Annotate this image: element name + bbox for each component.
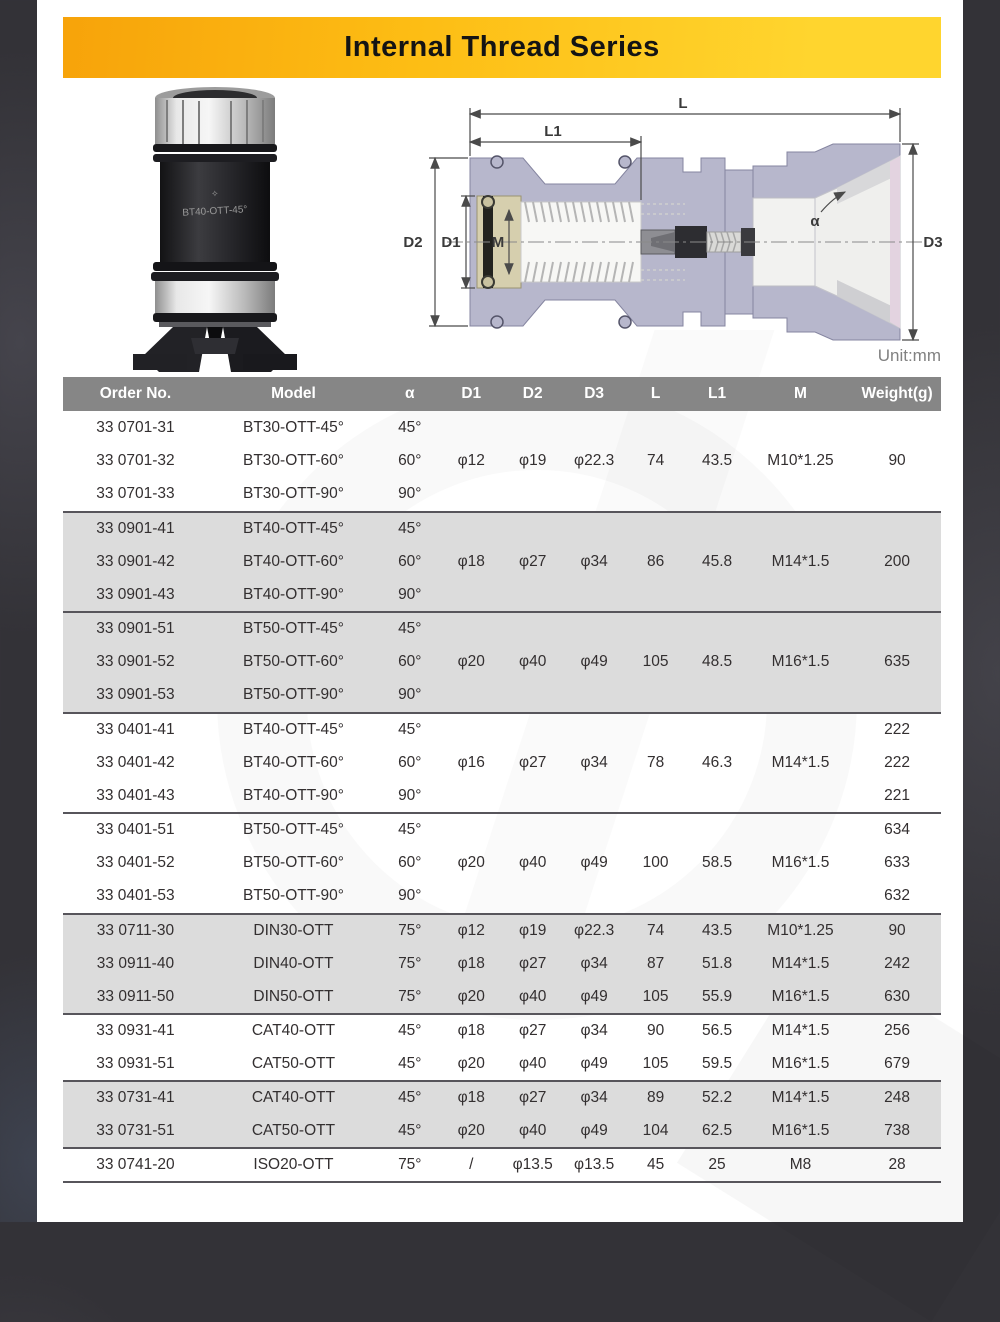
table-cell: 45° xyxy=(398,720,422,738)
table-cell: φ27 xyxy=(519,552,547,570)
table-row xyxy=(63,411,941,445)
model-marking: BT40-OTT-45° xyxy=(182,204,248,219)
table-cell: φ22.3 xyxy=(574,921,615,939)
table-cell: φ20 xyxy=(457,653,485,671)
table-row xyxy=(63,1014,941,1048)
table-cell: BT30-OTT-90° xyxy=(242,485,344,503)
table-cell: M16*1.5 xyxy=(771,987,830,1005)
table-group xyxy=(63,612,941,713)
table-cell: 62.5 xyxy=(701,1121,733,1139)
table-cell: M8 xyxy=(789,1155,812,1173)
table-cell: 90 xyxy=(888,451,906,469)
table-cell: DIN30-OTT xyxy=(253,921,334,939)
table-cell: BT50-OTT-45° xyxy=(242,620,344,638)
table-cell: 58.5 xyxy=(701,854,733,872)
table-cell: 633 xyxy=(884,854,910,872)
table-cell: 45° xyxy=(398,418,422,436)
table-cell: 33 0731-41 xyxy=(96,1089,175,1107)
table-cell: 78 xyxy=(646,753,665,771)
dim-label-L: L xyxy=(678,95,688,112)
table-cell: φ18 xyxy=(457,552,485,570)
table-row xyxy=(63,1048,941,1082)
table-cell: φ18 xyxy=(457,1089,485,1107)
table-cell: 90 xyxy=(888,921,906,939)
table-cell: DIN40-OTT xyxy=(253,954,334,972)
table-row xyxy=(63,813,941,847)
table-cell: φ49 xyxy=(580,854,608,872)
table-cell: 60° xyxy=(398,753,422,771)
table-cell: BT30-OTT-60° xyxy=(242,452,344,470)
table-cell: M16*1.5 xyxy=(771,1054,830,1072)
table-cell: 90° xyxy=(398,786,422,804)
table-cell: 33 0401-41 xyxy=(96,720,175,738)
table-cell: M16*1.5 xyxy=(771,1121,830,1139)
technical-drawing xyxy=(385,92,945,350)
table-cell: φ22.3 xyxy=(574,451,615,469)
unit-note: Unit:mm xyxy=(877,346,941,365)
table-cell: 45 xyxy=(646,1155,665,1173)
table-cell: BT50-OTT-60° xyxy=(242,653,344,671)
table-row xyxy=(63,512,941,546)
table-cell: 90 xyxy=(646,1022,665,1040)
table-cell: M16*1.5 xyxy=(771,854,830,872)
table-cell: φ12 xyxy=(457,921,485,939)
spec-table xyxy=(63,377,941,1183)
brand-mark: ⟡ xyxy=(211,187,219,199)
table-header xyxy=(63,377,941,411)
table-group xyxy=(63,813,941,914)
table-cell: φ19 xyxy=(519,921,547,939)
table-cell: M14*1.5 xyxy=(771,1022,830,1040)
table-cell: 33 0911-50 xyxy=(96,987,175,1005)
product-photo xyxy=(103,86,348,374)
table-cell: CAT40-OTT xyxy=(251,1089,336,1107)
table-cell: 45° xyxy=(398,519,422,537)
table-cell: 33 0731-51 xyxy=(96,1121,175,1139)
table-cell: 256 xyxy=(884,1022,910,1040)
table-cell: φ20 xyxy=(457,987,485,1005)
table-group xyxy=(63,1014,941,1081)
table-row xyxy=(63,1081,941,1115)
table-group xyxy=(63,914,941,1015)
table-cell: 33 0911-40 xyxy=(96,954,175,972)
table-cell: 242 xyxy=(884,954,910,972)
table-cell: BT40-OTT-90° xyxy=(242,585,344,603)
table-cell: 200 xyxy=(884,552,910,570)
table-row xyxy=(63,914,941,948)
table-cell: 634 xyxy=(884,821,910,839)
column-header: Weight(g) xyxy=(861,385,933,402)
dim-label-D1: D1 xyxy=(441,234,461,251)
table-cell: φ27 xyxy=(519,1089,547,1107)
table-cell: φ18 xyxy=(457,1022,485,1040)
table-cell: φ49 xyxy=(580,653,608,671)
table-cell: 74 xyxy=(646,921,665,939)
table-group xyxy=(63,713,941,814)
table-cell: 60° xyxy=(398,653,422,671)
table-cell: 45° xyxy=(398,620,422,638)
table-cell: 75° xyxy=(398,954,422,972)
table-cell: 48.5 xyxy=(701,653,733,671)
table-cell: ISO20-OTT xyxy=(253,1155,334,1173)
table-row xyxy=(63,612,941,646)
table-cell: BT50-OTT-90° xyxy=(242,887,344,905)
table-cell: φ34 xyxy=(580,1089,608,1107)
table-cell: 60° xyxy=(398,854,422,872)
table-cell: 90° xyxy=(398,887,422,905)
table-cell: 45.8 xyxy=(701,552,733,570)
table-cell: 105 xyxy=(642,1054,669,1072)
table-cell: 33 0901-52 xyxy=(96,653,175,671)
dim-label-alpha: α xyxy=(810,213,820,230)
table-cell: φ27 xyxy=(519,753,547,771)
table-cell: BT40-OTT-45° xyxy=(242,519,344,537)
table-cell: φ27 xyxy=(519,954,547,972)
table-cell: CAT50-OTT xyxy=(251,1054,336,1072)
table-cell: 632 xyxy=(884,887,910,905)
table-cell: φ13.5 xyxy=(574,1155,615,1173)
table-cell: 33 0931-51 xyxy=(96,1054,175,1072)
table-cell: DIN50-OTT xyxy=(253,987,334,1005)
column-header: Order No. xyxy=(99,385,172,402)
table-row xyxy=(63,713,941,747)
table-cell: 635 xyxy=(884,653,910,671)
column-header: D3 xyxy=(584,385,605,402)
table-cell: M10*1.25 xyxy=(767,451,834,469)
page-title: Internal Thread Series xyxy=(344,31,660,63)
table-cell: CAT40-OTT xyxy=(251,1022,336,1040)
table-cell: M10*1.25 xyxy=(767,921,834,939)
table-cell: φ20 xyxy=(457,854,485,872)
table-cell: 33 0401-51 xyxy=(96,821,175,839)
table-group xyxy=(63,1081,941,1148)
table-cell: 33 0901-51 xyxy=(96,620,175,638)
header-row xyxy=(63,377,941,411)
table-cell: 45° xyxy=(398,821,422,839)
table-cell: M14*1.5 xyxy=(771,753,830,771)
table-group xyxy=(63,512,941,613)
table-cell: 56.5 xyxy=(701,1022,733,1040)
table-cell: 87 xyxy=(646,954,665,972)
table-cell: φ18 xyxy=(457,954,485,972)
table-cell: 33 0901-42 xyxy=(96,552,175,570)
table-cell: 33 0401-53 xyxy=(96,887,175,905)
table-cell: 33 0401-43 xyxy=(96,786,175,804)
table-cell: φ19 xyxy=(519,451,547,469)
table-cell: 33 0401-52 xyxy=(96,854,175,872)
table-cell: 28 xyxy=(888,1155,906,1173)
table-cell: 90° xyxy=(398,686,422,704)
table-row xyxy=(63,1115,941,1149)
table-cell: φ34 xyxy=(580,1022,608,1040)
table-cell: 90° xyxy=(398,485,422,503)
column-header: M xyxy=(794,385,807,402)
table-cell: 33 0701-32 xyxy=(96,452,175,470)
table-cell: φ49 xyxy=(580,987,608,1005)
table-cell: 75° xyxy=(398,921,422,939)
table-cell: φ34 xyxy=(580,753,608,771)
table-cell: 60° xyxy=(398,552,422,570)
table-cell: 221 xyxy=(884,786,910,804)
column-header: D1 xyxy=(461,385,482,402)
table-cell: φ40 xyxy=(519,854,547,872)
table-cell: BT40-OTT-45° xyxy=(242,720,344,738)
table-cell: 89 xyxy=(646,1089,665,1107)
table-cell: φ40 xyxy=(519,653,547,671)
table-cell: 33 0901-43 xyxy=(96,585,175,603)
table-cell: 248 xyxy=(884,1089,910,1107)
table-cell: 60° xyxy=(398,452,422,470)
table-cell: 46.3 xyxy=(701,753,733,771)
table-cell: 59.5 xyxy=(701,1054,733,1072)
column-header: L xyxy=(650,385,661,402)
table-cell: φ40 xyxy=(519,1121,547,1139)
table-cell: 90° xyxy=(398,585,422,603)
table-cell: BT50-OTT-45° xyxy=(242,821,344,839)
table-group xyxy=(63,1148,941,1182)
table-cell: φ40 xyxy=(519,987,547,1005)
table-cell: φ49 xyxy=(580,1121,608,1139)
table-cell: 222 xyxy=(884,720,910,738)
dim-label-D3: D3 xyxy=(923,234,943,251)
table-cell: φ27 xyxy=(519,1022,547,1040)
dim-label-D2: D2 xyxy=(403,234,423,251)
table-cell: 105 xyxy=(642,653,669,671)
table-row xyxy=(63,981,941,1015)
table-cell: 105 xyxy=(642,987,669,1005)
table-cell: BT50-OTT-60° xyxy=(242,854,344,872)
table-cell: 33 0901-53 xyxy=(96,686,175,704)
table-cell: 679 xyxy=(884,1054,910,1072)
column-header: D2 xyxy=(522,385,543,402)
table-cell: 33 0901-41 xyxy=(96,519,175,537)
table-cell: 75° xyxy=(398,1155,422,1173)
table-cell: 45° xyxy=(398,1089,422,1107)
table-cell: BT30-OTT-45° xyxy=(242,418,344,436)
table-cell: φ20 xyxy=(457,1054,485,1072)
table-cell: 738 xyxy=(884,1121,910,1139)
table-cell: M14*1.5 xyxy=(771,954,830,972)
table-cell: φ20 xyxy=(457,1121,485,1139)
table-cell: φ13.5 xyxy=(512,1155,553,1173)
table-cell: 86 xyxy=(646,552,665,570)
table-cell: 52.2 xyxy=(701,1089,733,1107)
table-cell: CAT50-OTT xyxy=(251,1121,336,1139)
table-cell: 25 xyxy=(708,1155,726,1173)
dim-label-M: M xyxy=(491,234,505,251)
title-banner xyxy=(63,17,941,78)
dim-label-L1: L1 xyxy=(544,123,562,140)
table-cell: 43.5 xyxy=(701,451,733,469)
column-header: Model xyxy=(271,385,316,402)
table-cell: 45° xyxy=(398,1121,422,1139)
table-cell: / xyxy=(469,1155,474,1173)
table-cell: 45° xyxy=(398,1054,422,1072)
table-cell: BT40-OTT-60° xyxy=(242,753,344,771)
table-cell: BT50-OTT-90° xyxy=(242,686,344,704)
table-cell: 51.8 xyxy=(701,954,733,972)
column-header: L1 xyxy=(708,385,727,402)
table-cell: 33 0711-30 xyxy=(96,921,175,939)
table-cell: 43.5 xyxy=(701,921,733,939)
table-cell: M16*1.5 xyxy=(771,653,830,671)
table-cell: 45° xyxy=(398,1022,422,1040)
table-cell: 100 xyxy=(642,854,669,872)
table-cell: 33 0741-20 xyxy=(96,1155,175,1173)
table-cell: 33 0701-33 xyxy=(96,485,175,503)
table-cell: M14*1.5 xyxy=(771,1089,830,1107)
table-row xyxy=(63,947,941,981)
table-cell: 33 0931-41 xyxy=(96,1022,175,1040)
table-cell: 222 xyxy=(884,753,910,771)
table-cell: 33 0701-31 xyxy=(96,418,175,436)
table-cell: φ12 xyxy=(457,451,485,469)
table-cell: M14*1.5 xyxy=(771,552,830,570)
table-cell: 55.9 xyxy=(701,987,733,1005)
table-cell: 74 xyxy=(646,451,665,469)
table-cell: 33 0401-42 xyxy=(96,753,175,771)
table-cell: φ34 xyxy=(580,954,608,972)
table-group xyxy=(63,411,941,512)
table-row xyxy=(63,1148,941,1182)
table-cell: BT40-OTT-90° xyxy=(242,786,344,804)
table-cell: 75° xyxy=(398,987,422,1005)
table-cell: φ49 xyxy=(580,1054,608,1072)
table-cell: 630 xyxy=(884,987,910,1005)
table-cell: φ34 xyxy=(580,552,608,570)
table-cell: φ40 xyxy=(519,1054,547,1072)
table-cell: φ16 xyxy=(457,753,485,771)
table-cell: BT40-OTT-60° xyxy=(242,552,344,570)
column-header: α xyxy=(405,385,415,402)
table-cell: 104 xyxy=(642,1121,669,1139)
